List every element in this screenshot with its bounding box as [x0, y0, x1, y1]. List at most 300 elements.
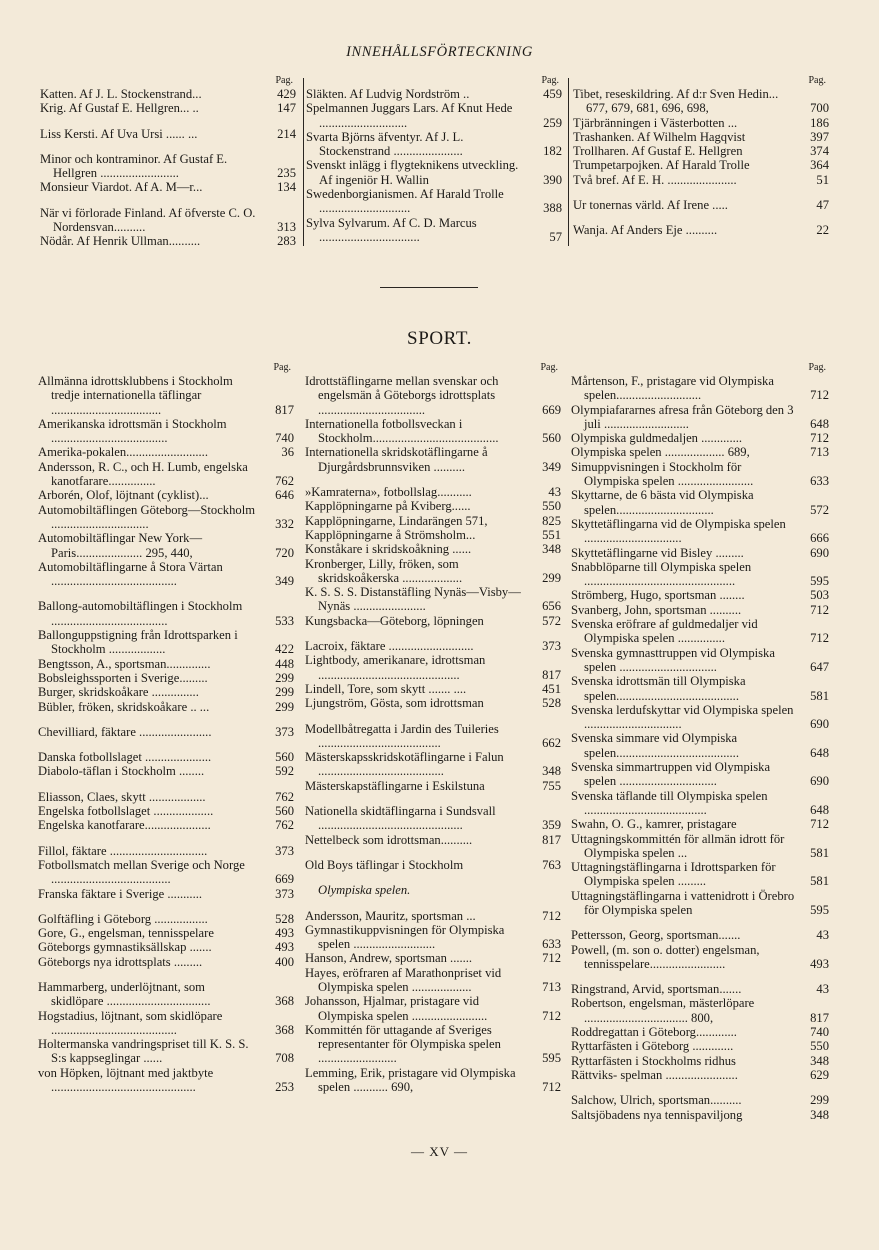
toc-entry	[305, 722, 561, 751]
toc-entry	[38, 1009, 294, 1038]
entry-page-number: 712	[542, 908, 561, 923]
entry-title: Bobsleighssporten i Sverige.........	[38, 670, 208, 685]
entry-title: Nationella skidtäflingarna i Sundsvall ..............................................	[305, 804, 496, 833]
entry-page-number: 182	[543, 144, 562, 159]
column-divider	[568, 78, 569, 246]
entry-page-number: 817	[810, 1010, 829, 1025]
entry-title: Olympiska spelen ................... 689,	[571, 445, 750, 460]
toc-entry	[38, 1066, 294, 1095]
toc-entry	[305, 374, 561, 417]
toc-entry	[571, 832, 829, 861]
toc-entry	[305, 557, 561, 586]
entry-title: Tibet, reseskildring. Af d:r Sven Hedin... 677, 679, 681, 696, 698,	[573, 87, 779, 116]
toc-entry	[571, 1025, 829, 1039]
entry-title: Arborén, Olof, löjtnant (cyklist)...	[38, 488, 209, 503]
toc-entry	[305, 417, 561, 446]
entry-page-number: 429	[277, 87, 296, 101]
section-divider	[380, 287, 478, 288]
entry-title: När vi förlorade Finland. Af öfverste C. O. Nordensvan..........	[40, 205, 256, 235]
entry-title: Mästerskapsskridskotäflingarne i Falun ........................................	[305, 750, 504, 779]
entry-page-number: 359	[542, 818, 561, 833]
entry-title: Svenska simmare vid Olympiska spelen.......................................	[571, 731, 739, 760]
entry-page-number: 459	[543, 87, 562, 101]
entry-title: Uttagningskommittén för allmän idrott för Olympiska spelen ...	[571, 831, 785, 860]
toc-entry	[305, 923, 561, 952]
toc-entry	[305, 485, 561, 499]
entry-title: Svarta Björns äfventyr. Af J. L. Stockenstrand ......................	[306, 129, 464, 159]
entry-page-number: 349	[542, 459, 561, 474]
entry-title: Uttagningstäflingarna i Idrottsparken för Olympiska spelen .........	[571, 860, 776, 889]
entry-title: Monsieur Viardot. Af A. M—r...	[40, 180, 203, 195]
entry-title: Trumpetarpojken. Af Harald Trolle	[573, 158, 750, 173]
entry-title: »Kamraterna», fotbollslag...........	[305, 485, 472, 500]
entry-title: Skyttarne, de 6 bästa vid Olympiska spelen...............................	[571, 488, 754, 517]
toc-entry	[573, 87, 829, 116]
entry-title: Ryttarfästen i Göteborg .............	[571, 1039, 734, 1054]
entry-title: Andersson, R. C., och H. Lumb, engelska kanotfarare...............	[38, 459, 248, 489]
toc-entry	[38, 599, 294, 628]
toc-entry	[40, 101, 296, 115]
entry-title: Burger, skridskoåkare ...............	[38, 685, 199, 700]
entry-title: Kapplöpningarne å Strömsholm...	[305, 527, 476, 542]
entry-page-number: 762	[275, 789, 294, 804]
toc-entry	[38, 764, 294, 778]
entry-page-number: 712	[542, 951, 561, 966]
entry-title: Amerika-pokalen..........................	[38, 445, 208, 460]
entry-gap	[305, 898, 561, 909]
entry-page-number: 503	[810, 588, 829, 603]
entry-page-number: 43	[816, 982, 829, 997]
entry-page-number: 493	[275, 940, 294, 955]
toc-entry	[305, 445, 561, 474]
entry-page-number: 368	[275, 994, 294, 1009]
entry-title: Johansson, Hjalmar, pristagare vid Olympiska spelen ........................	[305, 994, 488, 1023]
entry-title: Kommittén för uttagande af Sveriges representanter för Olympiska spelen .........................	[305, 1022, 501, 1066]
entry-gap	[305, 793, 561, 804]
entry-title: Tjärbränningen i Västerbotten ...	[573, 115, 738, 130]
toc-entry	[573, 173, 829, 187]
entry-page-number: 451	[542, 681, 561, 696]
toc-entry	[38, 940, 294, 954]
toc-entry	[573, 158, 829, 172]
entry-title: Old Boys täflingar i Stockholm	[305, 857, 464, 872]
entry-page-number: 633	[542, 937, 561, 952]
entry-page-number: 348	[542, 764, 561, 779]
entry-page-number: 560	[275, 804, 294, 819]
entry-page-number: 762	[275, 818, 294, 833]
toc-entry	[571, 703, 829, 732]
entry-page-number: 448	[275, 656, 294, 671]
sport-column-2	[305, 361, 561, 1094]
entry-gap	[38, 833, 294, 844]
toc-entry	[38, 628, 294, 657]
entry-title: Kungsbacka—Göteborg, löpningen	[305, 613, 484, 628]
entry-page-number: 763	[542, 857, 561, 872]
entry-title: Svenska idrottsmän till Olympiska spelen.......................................	[571, 674, 746, 703]
entry-page-number: 708	[275, 1051, 294, 1066]
toc-entry	[38, 685, 294, 699]
page-number: — XV —	[410, 1144, 469, 1159]
toc-entry	[571, 445, 829, 459]
toc-entry	[305, 514, 561, 528]
pag-label: Pag.	[275, 75, 293, 86]
entry-gap	[40, 116, 296, 127]
entry-page-number: 364	[810, 158, 829, 173]
entry-page-number: 253	[275, 1080, 294, 1095]
toc-entry	[305, 1023, 561, 1066]
entry-title: Chevilliard, fäktare .......................	[38, 724, 212, 739]
entry-page-number: 283	[277, 234, 296, 249]
entry-title: Olympiska guldmedaljen .............	[571, 431, 743, 446]
entry-gap	[305, 872, 561, 883]
entry-title: von Höpken, löjtnant med jaktbyte ..............................................	[38, 1065, 214, 1095]
entry-title: Nödår. Af Henrik Ullman..........	[40, 234, 201, 249]
toc-entry	[38, 750, 294, 764]
entry-page-number: 666	[810, 531, 829, 546]
entry-gap	[305, 847, 561, 858]
toc-entry	[306, 101, 562, 130]
entry-title: Amerikanska idrottsmän i Stockholm .....................................	[38, 416, 227, 446]
entry-title: Danska fotbollslaget .....................	[38, 750, 212, 765]
entry-title: Hayes, eröfraren af Marathonpriset vid Olympiska spelen ...................	[305, 965, 502, 994]
pag-label: Pag.	[540, 362, 558, 373]
toc-entry	[571, 460, 829, 489]
entry-title: Automobiltäflingar New York—Paris..................... 295, 440,	[38, 531, 203, 560]
entry-page-number: 712	[810, 602, 829, 617]
entry-title: Svenskt inlägg i flygteknikens utveckling. Af ingeniör H. Wallin	[306, 158, 519, 187]
entry-page-number: 595	[810, 902, 829, 917]
entry-gap	[305, 474, 561, 485]
entry-page-number: 134	[277, 180, 296, 195]
toc-entry	[305, 499, 561, 513]
toc-entry	[305, 682, 561, 696]
entry-page-number: 740	[810, 1025, 829, 1040]
toc-entry	[305, 750, 561, 779]
entry-title: Roddregattan i Göteborg.............	[571, 1025, 737, 1040]
entry-gap	[40, 195, 296, 206]
entry-title: Göteborgs nya idrottsplats .........	[38, 954, 203, 969]
entry-title: Allmänna idrottsklubbens i Stockholm tredje internationella täflingar ...................................	[38, 374, 233, 417]
toc-entry	[571, 1068, 829, 1082]
entry-title: Mästerskapstäflingarne i Eskilstuna	[305, 778, 485, 793]
entry-gap	[305, 628, 561, 639]
toc-entry	[571, 646, 829, 675]
entry-title: Svenska täflande till Olympiska spelen .......................................	[571, 788, 768, 817]
entry-gap	[38, 779, 294, 790]
entry-page-number: 313	[277, 220, 296, 235]
entry-title: Saltsjöbadens nya tennispaviljong	[571, 1107, 743, 1122]
entry-page-number: 595	[810, 574, 829, 589]
entry-gap	[305, 711, 561, 722]
entry-gap	[38, 901, 294, 912]
toc-entry	[38, 912, 294, 926]
entry-page-number: 550	[542, 499, 561, 514]
toc-entry	[38, 374, 294, 417]
entry-title: Sylva Sylvarum. Af C. D. Marcus ................................	[306, 215, 477, 244]
entry-title: Uttagningstäflingarna i vattenidrott i Örebro för Olympiska spelen	[571, 888, 795, 917]
entry-page-number: 374	[810, 144, 829, 159]
entry-page-number: 581	[810, 845, 829, 860]
toc-entry	[305, 804, 561, 833]
toc-entry	[571, 1093, 829, 1107]
entry-page-number: 299	[275, 699, 294, 714]
entry-page-number: 712	[810, 817, 829, 832]
entry-page-number: 57	[549, 229, 562, 244]
toc-entry	[40, 127, 296, 141]
page-title: INNEHÅLLSFÖRTECKNING	[346, 44, 533, 60]
entry-title: Kronberger, Lilly, fröken, som skridskoåkerska ...................	[305, 556, 463, 585]
subsection-heading: Olympiska spelen.	[318, 883, 411, 898]
entry-page-number: 388	[543, 201, 562, 216]
toc-entry	[38, 417, 294, 446]
entry-page-number: 712	[542, 1008, 561, 1023]
entry-page-number: 422	[275, 642, 294, 657]
toc-entry	[38, 818, 294, 832]
toc-entry	[305, 542, 561, 556]
entry-title: Bengtsson, A., sportsman..............	[38, 656, 211, 671]
entry-page-number: 348	[810, 1053, 829, 1068]
entry-page-number: 713	[542, 979, 561, 994]
toc-column-1	[40, 74, 296, 249]
entry-title: Lightbody, amerikanare, idrottsman .............................................	[305, 653, 486, 682]
toc-entry	[305, 858, 561, 872]
toc-entry	[571, 403, 829, 432]
toc-entry	[306, 87, 562, 101]
entry-title: Rättviks- spelman .......................	[571, 1067, 738, 1082]
toc-entry	[305, 528, 561, 542]
toc-entry	[305, 653, 561, 682]
sport-column-3	[571, 361, 829, 1122]
entry-title: Engelska kanotfarare.....................	[38, 818, 211, 833]
entry-page-number: 740	[275, 431, 294, 446]
pag-label: Pag.	[541, 75, 559, 86]
entry-page-number: 368	[275, 1022, 294, 1037]
entry-page-number: 712	[810, 388, 829, 403]
entry-gap	[571, 917, 829, 928]
toc-column-3	[573, 74, 829, 238]
entry-page-number: 22	[816, 223, 829, 238]
entry-page-number: 214	[277, 126, 296, 141]
entry-page-number: 550	[810, 1039, 829, 1054]
toc-entry	[38, 887, 294, 901]
entry-title: Konståkare i skridskoåkning ......	[305, 542, 472, 557]
entry-title: Wanja. Af Anders Eje ..........	[573, 223, 718, 238]
entry-title: Diabolo-täflan i Stockholm ........	[38, 764, 205, 779]
entry-title: Gymnastikuppvisningen för Olympiska spelen ..........................	[305, 922, 505, 952]
entry-title: Svanberg, John, sportsman ..........	[571, 602, 742, 617]
toc-entry	[305, 909, 561, 923]
entry-title: Automobiltäflingen Göteborg—Stockholm ...............................	[38, 502, 255, 531]
entry-title: Svenska lerdufskyttar vid Olympiska spelen ...............................	[571, 702, 794, 732]
toc-entry	[40, 206, 296, 235]
entry-title: Mårtenson, F., pristagare vid Olympiska spelen...........................	[571, 374, 774, 403]
entry-gap	[573, 187, 829, 198]
entry-page-number: 762	[275, 474, 294, 489]
entry-title: Bübler, fröken, skridskoåkare .. ...	[38, 699, 210, 714]
entry-title: Powell, (m. son o. dotter) engelsman, tennisspelare........................	[571, 942, 760, 971]
entry-page-number: 528	[275, 911, 294, 926]
column-divider	[303, 78, 304, 246]
toc-entry	[571, 943, 829, 972]
entry-title: Släkten. Af Ludvig Nordström ..	[306, 87, 470, 101]
sport-column-1	[38, 361, 294, 1094]
toc-entry	[38, 926, 294, 940]
entry-page-number: 817	[275, 402, 294, 417]
entry-title: Strömberg, Hugo, sportsman ........	[571, 588, 745, 603]
entry-page-number: 720	[275, 545, 294, 560]
entry-page-number: 373	[275, 843, 294, 858]
toc-entry	[573, 130, 829, 144]
entry-gap	[40, 141, 296, 152]
entry-title: Ballong-automobiltäflingen i Stockholm .....................................	[38, 599, 243, 628]
entry-title: Svenska eröfrare af guldmedaljer vid Olympiska spelen ...............	[571, 617, 758, 646]
toc-entry	[571, 817, 829, 831]
entry-title: Lemming, Erik, pristagare vid Olympiska spelen ........... 690,	[305, 1065, 516, 1095]
toc-entry	[571, 1108, 829, 1122]
entry-title: Holtermanska vandringspriset till K. S. S. S:s kappseglingar ......	[38, 1037, 249, 1066]
entry-title: Trashanken. Af Wilhelm Hagqvist	[573, 129, 746, 144]
entry-title: Kapplöpningarne på Kviberg......	[305, 499, 471, 514]
entry-gap	[573, 212, 829, 223]
entry-title: Ringstrand, Arvid, sportsman.......	[571, 982, 742, 997]
entry-page-number: 299	[275, 670, 294, 685]
entry-title: Minor och kontraminor. Af Gustaf E. Hellgren .........................	[40, 151, 228, 181]
toc-entry	[571, 731, 829, 760]
entry-title: Andersson, Mauritz, sportsman ...	[305, 908, 476, 923]
toc-entry	[306, 158, 562, 187]
entry-title: Spelmannen Juggars Lars. Af Knut Hede ............................	[306, 101, 513, 130]
entry-title: K. S. S. S. Distanstäfling Nynäs—Visby—Nynäs .......................	[305, 585, 521, 614]
entry-title: Salchow, Ulrich, sportsman..........	[571, 1093, 742, 1108]
toc-entry	[305, 639, 561, 653]
toc-entry	[571, 488, 829, 517]
toc-entry	[571, 982, 829, 996]
entry-page-number: 646	[275, 488, 294, 503]
toc-entry	[38, 1037, 294, 1066]
entry-page-number: 700	[810, 101, 829, 116]
toc-entry	[38, 700, 294, 714]
entry-title: Golftäfling i Göteborg .................	[38, 911, 208, 926]
entry-page-number: 528	[542, 696, 561, 711]
entry-page-number: 648	[810, 745, 829, 760]
section-title-sport: SPORT.	[407, 328, 472, 349]
entry-title: Svenska gymnasttruppen vid Olympiska spelen ...............................	[571, 645, 775, 674]
toc-entry	[38, 804, 294, 818]
pag-label: Pag.	[808, 362, 826, 373]
toc-entry	[571, 760, 829, 789]
entry-title: Fillol, fäktare ...............................	[38, 843, 208, 858]
entry-title: Fotbollsmatch mellan Sverige och Norge ......................................	[38, 857, 245, 887]
toc-entry	[38, 671, 294, 685]
entry-page-number: 629	[810, 1067, 829, 1082]
toc-entry	[38, 503, 294, 532]
entry-page-number: 572	[810, 502, 829, 517]
entry-page-number: 755	[542, 778, 561, 793]
entry-title: Liss Kersti. Af Uva Ursi ...... ...	[40, 126, 198, 141]
entry-gap	[38, 739, 294, 750]
toc-entry	[40, 180, 296, 194]
entry-title: Krig. Af Gustaf E. Hellgren... ..	[40, 101, 199, 116]
toc-entry	[571, 674, 829, 703]
entry-gap	[38, 714, 294, 725]
entry-page-number: 332	[275, 516, 294, 531]
entry-page-number: 47	[816, 198, 829, 213]
toc-entry	[40, 152, 296, 181]
entry-page-number: 572	[542, 613, 561, 628]
toc-entry	[40, 87, 296, 101]
entry-page-number: 656	[542, 599, 561, 614]
entry-page-number: 595	[542, 1051, 561, 1066]
entry-title: Modellbåtregatta i Jardin des Tuileries .......................................	[305, 721, 499, 750]
toc-entry	[38, 980, 294, 1009]
entry-page-number: 348	[810, 1107, 829, 1122]
toc-entry	[305, 585, 561, 614]
toc-entry	[305, 994, 561, 1023]
entry-page-number: 581	[810, 874, 829, 889]
entry-page-number: 43	[816, 928, 829, 943]
toc-entry	[38, 657, 294, 671]
toc-entry	[571, 517, 829, 546]
toc-entry	[305, 614, 561, 628]
toc-entry	[305, 951, 561, 965]
toc-entry	[305, 1066, 561, 1095]
entry-page-number: 373	[542, 639, 561, 654]
entry-page-number: 493	[275, 926, 294, 941]
toc-entry	[571, 996, 829, 1025]
entry-title: Trollharen. Af Gustaf E. Hellgren	[573, 144, 743, 159]
entry-page-number: 592	[275, 764, 294, 779]
entry-gap	[38, 588, 294, 599]
entry-title: Engelska fotbollslaget ...................	[38, 804, 214, 819]
entry-page-number: 713	[810, 445, 829, 460]
entry-title: Gore, G., engelsman, tennisspelare	[38, 926, 214, 941]
entry-page-number: 648	[810, 802, 829, 817]
entry-page-number: 299	[275, 685, 294, 700]
toc-entry	[306, 216, 562, 245]
entry-page-number: 400	[275, 954, 294, 969]
entry-page-number: 669	[542, 402, 561, 417]
toc-entry	[38, 955, 294, 969]
entry-title: Skyttetäflingarne vid Bisley .........	[571, 545, 744, 560]
entry-page-number: 712	[810, 631, 829, 646]
entry-page-number: 648	[810, 416, 829, 431]
entry-page-number: 690	[810, 717, 829, 732]
entry-page-number: 825	[542, 513, 561, 528]
toc-entry	[305, 833, 561, 847]
entry-title: Hanson, Andrew, sportsman .......	[305, 951, 473, 966]
toc-entry	[571, 588, 829, 602]
entry-page-number: 373	[275, 724, 294, 739]
entry-page-number: 669	[275, 872, 294, 887]
entry-gap	[571, 1082, 829, 1093]
entry-page-number: 533	[275, 613, 294, 628]
entry-title: Olympiafararnes afresa från Göteborg den 3 juli ...........................	[571, 402, 794, 431]
toc-entry	[305, 779, 561, 793]
entry-title: Nettelbeck som idrottsman..........	[305, 832, 473, 847]
toc-entry	[571, 560, 829, 589]
entry-title: Robertson, engelsman, mästerlöpare ................................. 800,	[571, 996, 755, 1025]
toc-entry	[305, 966, 561, 995]
entry-title: Swedenborgianismen. Af Harald Trolle .............................	[306, 187, 504, 216]
entry-title: Internationella fotbollsveckan i Stockholm........................................	[305, 416, 499, 446]
entry-title: Katten. Af J. L. Stockenstrand...	[40, 87, 202, 101]
entry-page-number: 259	[543, 115, 562, 130]
toc-entry	[38, 790, 294, 804]
toc-entry	[573, 223, 829, 237]
pag-label: Pag.	[273, 362, 291, 373]
toc-entry	[573, 116, 829, 130]
entry-page-number: 51	[816, 172, 829, 187]
